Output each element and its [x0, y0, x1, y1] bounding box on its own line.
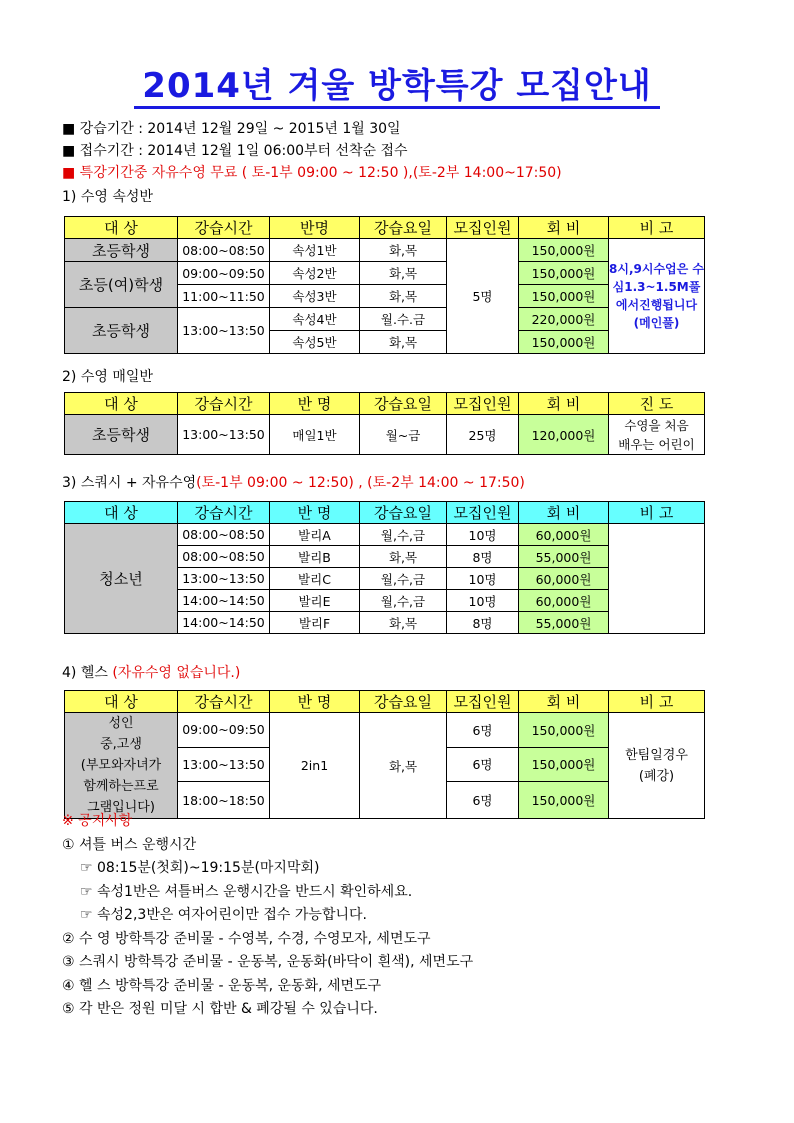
table-row: [65, 713, 705, 748]
time-cell: 13:00~13:50: [178, 415, 270, 455]
header-cell: 모집인원: [447, 502, 519, 524]
days-cell: 월.수.금: [360, 308, 447, 331]
header-cell: 대 상: [65, 691, 178, 713]
time-cell: 18:00~18:50: [178, 782, 270, 819]
notice-item: ② 수 영 방학특강 준비물 - 수영복, 수경, 수영모자, 세면도구: [62, 930, 431, 947]
notice-block: [62, 810, 473, 1022]
header-cell: 강습요일: [360, 217, 447, 239]
fee-cell: 60,000원: [519, 590, 609, 612]
table-row: [65, 524, 705, 546]
days-cell: 화,목: [360, 331, 447, 354]
header-cell: 반명: [270, 217, 360, 239]
notice-subitem: ☞ 08:15분(첫회)~19:15분(마지막회): [80, 860, 320, 876]
free-swim-line: ■ 특강기간중 자유수영 무료 ( 토-1부 09:00 ~ 12:50 ),(토-2부 14:00~17:50): [62, 165, 562, 181]
fee-cell: 150,000원: [519, 239, 609, 262]
time-cell: 13:00~13:50: [178, 747, 270, 782]
days-cell: 화,목: [360, 239, 447, 262]
time-cell: 14:00~14:50: [178, 612, 270, 634]
target-cell: 초등학생: [65, 239, 178, 262]
section4-heading: [62, 662, 240, 682]
class-cell: 속성4반: [270, 308, 360, 331]
info-block: [62, 118, 562, 184]
table-header-row: [65, 393, 705, 415]
notice-subitem: ☞ 속성2,3반은 여자어린이만 접수 가능합니다.: [80, 907, 367, 923]
time-cell: 13:00~13:50: [178, 308, 270, 354]
capacity-cell: 6명: [447, 713, 519, 748]
fee-cell: 150,000원: [519, 713, 609, 748]
table-header-row: [65, 217, 705, 239]
time-cell: 08:00~08:50: [178, 239, 270, 262]
header-cell: 모집인원: [447, 691, 519, 713]
header-cell: 대 상: [65, 502, 178, 524]
header-cell: 비 고: [609, 502, 705, 524]
fee-cell: 150,000원: [519, 285, 609, 308]
header-cell: 비 고: [609, 217, 705, 239]
class-cell: 발리B: [270, 546, 360, 568]
page-title: [0, 58, 794, 107]
note-line: 수영을 처음: [624, 417, 689, 433]
time-cell: 09:00~09:50: [178, 713, 270, 748]
page-title-text: 2014년 겨울 방학특강 모집안내: [134, 66, 659, 109]
fee-cell: 120,000원: [519, 415, 609, 455]
days-cell: 월~금: [360, 415, 447, 455]
header-cell: 대 상: [65, 217, 178, 239]
note-cell: 8시,9시수업은 수심1.3~1.5M풀에서진행됩니다 (메인풀): [609, 239, 705, 354]
table-row: [65, 415, 705, 455]
class-cell: 발리E: [270, 590, 360, 612]
section3-heading-text: 3) 스쿼시 + 자유수영: [62, 475, 197, 491]
header-cell: 반 명: [270, 393, 360, 415]
table-header-row: [65, 691, 705, 713]
capacity-cell: 8명: [447, 546, 519, 568]
time-cell: 08:00~08:50: [178, 546, 270, 568]
fee-cell: 55,000원: [519, 546, 609, 568]
header-cell: 비 고: [609, 691, 705, 713]
target-cell: 성인 중,고생 (부모와자녀가 함께하는프로 그램입니다): [65, 713, 178, 819]
fee-cell: 220,000원: [519, 308, 609, 331]
capacity-cell: 6명: [447, 747, 519, 782]
days-cell: 월,수,금: [360, 568, 447, 590]
section4-heading-text: 4) 헬스: [62, 665, 113, 681]
header-cell: 모집인원: [447, 217, 519, 239]
time-cell: 08:00~08:50: [178, 524, 270, 546]
header-cell: 반 명: [270, 691, 360, 713]
header-cell: 회 비: [519, 502, 609, 524]
header-cell: 회 비: [519, 393, 609, 415]
time-cell: 09:00~09:50: [178, 262, 270, 285]
section3-table: [64, 501, 705, 634]
fee-cell: 150,000원: [519, 262, 609, 285]
header-cell: 강습요일: [360, 691, 447, 713]
fee-cell: 150,000원: [519, 331, 609, 354]
notice-item: ① 셔틀 버스 운행시간: [62, 836, 197, 853]
capacity-cell: 8명: [447, 612, 519, 634]
table-row: [65, 239, 705, 262]
notice-subitem: ☞ 속성1반은 셔틀버스 운행시간을 반드시 확인하세요.: [80, 883, 413, 900]
days-cell: 화,목: [360, 285, 447, 308]
class-cell: 발리A: [270, 524, 360, 546]
section1-table: [64, 216, 705, 354]
notice-heading: ※ 공지사항: [62, 813, 133, 829]
time-cell: 13:00~13:50: [178, 568, 270, 590]
fee-cell: 60,000원: [519, 524, 609, 546]
time-cell: 14:00~14:50: [178, 590, 270, 612]
note-cell: 한팀일경우 (폐강): [609, 713, 705, 819]
notice-item: ④ 헬 스 방학특강 준비물 - 운동복, 운동화, 세면도구: [62, 977, 382, 994]
header-cell: 대 상: [65, 393, 178, 415]
class-cell: 2in1: [270, 713, 360, 819]
fee-cell: 150,000원: [519, 747, 609, 782]
days-cell: 월,수,금: [360, 524, 447, 546]
note-line: 배우는 어린이: [618, 436, 695, 452]
notice-item: ③ 스쿼시 방학특강 준비물 - 운동복, 운동화(바닥이 흰색), 세면도구: [62, 954, 474, 970]
section2-heading: 2) 수영 매일반: [62, 369, 153, 385]
table-header-row: [65, 502, 705, 524]
header-cell: 강습시간: [178, 217, 270, 239]
days-cell: 화,목: [360, 546, 447, 568]
fee-cell: 150,000원: [519, 782, 609, 819]
header-cell: 강습요일: [360, 502, 447, 524]
target-cell: 초등학생: [65, 415, 178, 455]
days-cell: 월,수,금: [360, 590, 447, 612]
header-cell: 강습시간: [178, 502, 270, 524]
header-cell: 모집인원: [447, 393, 519, 415]
capacity-cell: 6명: [447, 782, 519, 819]
header-cell: 회 비: [519, 691, 609, 713]
capacity-cell: 10명: [447, 568, 519, 590]
fee-cell: 60,000원: [519, 568, 609, 590]
note-cell: [609, 524, 705, 634]
capacity-cell: 5명: [447, 239, 519, 354]
target-cell: 초등학생: [65, 308, 178, 354]
days-cell: 화,목: [360, 612, 447, 634]
section4-no-free-swim: (자유수영 없습니다.): [112, 665, 241, 681]
class-cell: 속성3반: [270, 285, 360, 308]
time-cell: 11:00~11:50: [178, 285, 270, 308]
capacity-cell: 10명: [447, 524, 519, 546]
registration-line: ■ 접수기간 : 2014년 12월 1일 06:00부터 선착순 접수: [62, 143, 408, 159]
notice-item: ⑤ 각 반은 정원 미달 시 합반 & 폐강될 수 있습니다.: [62, 1001, 378, 1017]
section3-heading: [62, 472, 525, 492]
class-cell: 속성5반: [270, 331, 360, 354]
header-cell: 강습요일: [360, 393, 447, 415]
section2-table: [64, 392, 705, 455]
header-cell: 회 비: [519, 217, 609, 239]
capacity-cell: 25명: [447, 415, 519, 455]
fee-cell: 55,000원: [519, 612, 609, 634]
header-cell: 진 도: [609, 393, 705, 415]
class-cell: 속성1반: [270, 239, 360, 262]
class-cell: 매일1반: [270, 415, 360, 455]
class-cell: 발리C: [270, 568, 360, 590]
target-cell: 청소년: [65, 524, 178, 634]
days-cell: 화,목: [360, 262, 447, 285]
days-cell: 화,목: [360, 713, 447, 819]
target-cell: 초등(여)학생: [65, 262, 178, 308]
header-cell: 반 명: [270, 502, 360, 524]
section1-heading: 1) 수영 속성반: [62, 189, 153, 205]
class-cell: 속성2반: [270, 262, 360, 285]
capacity-cell: 10명: [447, 590, 519, 612]
section3-free-swim: (토-1부 09:00 ~ 12:50) , (토-2부 14:00 ~ 17:50): [196, 475, 525, 491]
header-cell: 강습시간: [178, 393, 270, 415]
header-cell: 강습시간: [178, 691, 270, 713]
class-cell: 발리F: [270, 612, 360, 634]
period-line: ■ 강습기간 : 2014년 12월 29일 ~ 2015년 1월 30일: [62, 121, 401, 137]
section4-table: [64, 690, 705, 819]
note-cell: [609, 415, 705, 455]
